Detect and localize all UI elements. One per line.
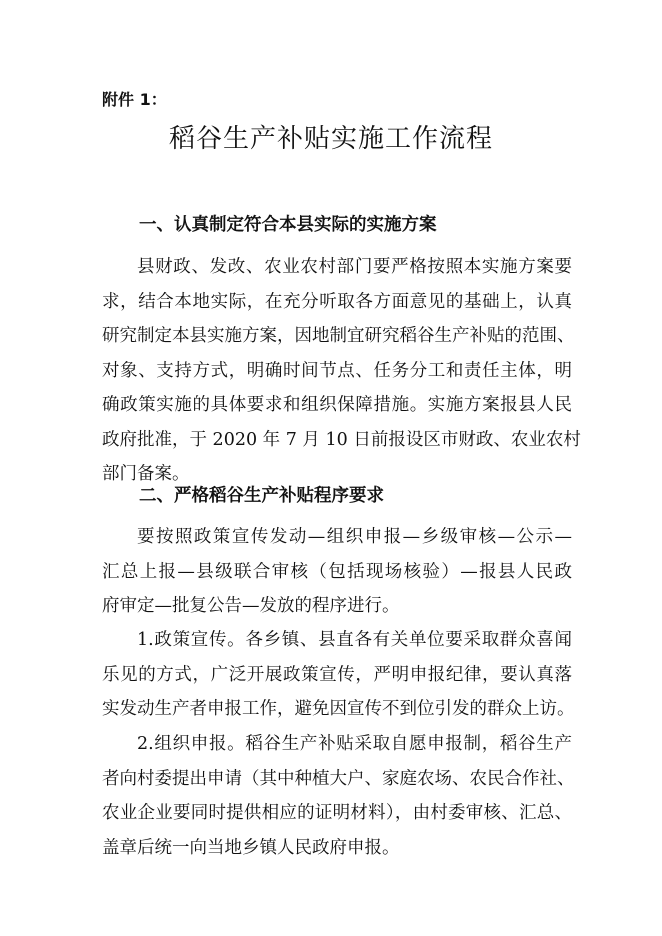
section-2-paragraph-3 [102, 727, 575, 865]
paragraph-line: 乐见的方式，广泛开展政策宣传，严明申报纪律，要认真落 [102, 664, 572, 685]
paragraph-line: 县财政、发改、农业农村部门要严格按照本实施方案要 [137, 257, 572, 277]
paragraph-line: 农业企业要同时提供相应的证明材料），由村委审核、汇总、 [102, 803, 572, 823]
paragraph-line: 对象、支持方式，明确时间节点、任务分工和责任主体，明 [102, 360, 572, 381]
paragraph-line: 府审定—批复公告—发放的程序进行。 [102, 596, 400, 616]
paragraph-line: 汇总上报—县级联合审核（包括现场核验）—报县人民政 [102, 561, 572, 582]
paragraph-line: 研究制定本县实施方案，因地制宜研究稻谷生产补贴的范围、 [102, 326, 575, 346]
paragraph-line: 1.政策宣传。各乡镇、县直各有关单位要采取群众喜闻 [137, 630, 572, 650]
paragraph-line: 盖章后统一向当地乡镇人民政府申报。 [102, 837, 400, 858]
paragraph-line: 2.组织申报。稻谷生产补贴采取自愿申报制，稻谷生产 [137, 734, 572, 754]
paragraph-line: 实发动生产者申报工作，避免因宣传不到位引发的群众上访。 [102, 699, 575, 719]
document-title: 稻谷生产补贴实施工作流程 [168, 124, 493, 154]
section-1-paragraph-1 [102, 250, 581, 492]
attachment-label: 附件 1： [102, 90, 167, 109]
paragraph-line: 政府批准，于 2020 年 7 月 10 日前报设区市财政、农业农村 [102, 429, 581, 450]
paragraph-line: 部门备案。 [102, 464, 190, 484]
paragraph-line: 者向村委提出申请（其中种植大户、家庭农场、农民合作社、 [102, 768, 575, 789]
paragraph-line: 求，结合本地实际，在充分听取各方面意见的基础上，认真 [102, 291, 572, 312]
section-heading-2: 二、严格稻谷生产补贴程序要求 [139, 486, 384, 506]
section-2-paragraph-1 [102, 520, 572, 624]
paragraph-line: 要按照政策宣传发动—组织申报—乡级审核—公示— [137, 527, 572, 547]
section-heading-1: 一、认真制定符合本县实际的实施方案 [139, 215, 437, 235]
paragraph-line: 确政策实施的具体要求和组织保障措施。实施方案报县人民 [102, 395, 572, 415]
section-2-paragraph-2 [102, 623, 575, 727]
